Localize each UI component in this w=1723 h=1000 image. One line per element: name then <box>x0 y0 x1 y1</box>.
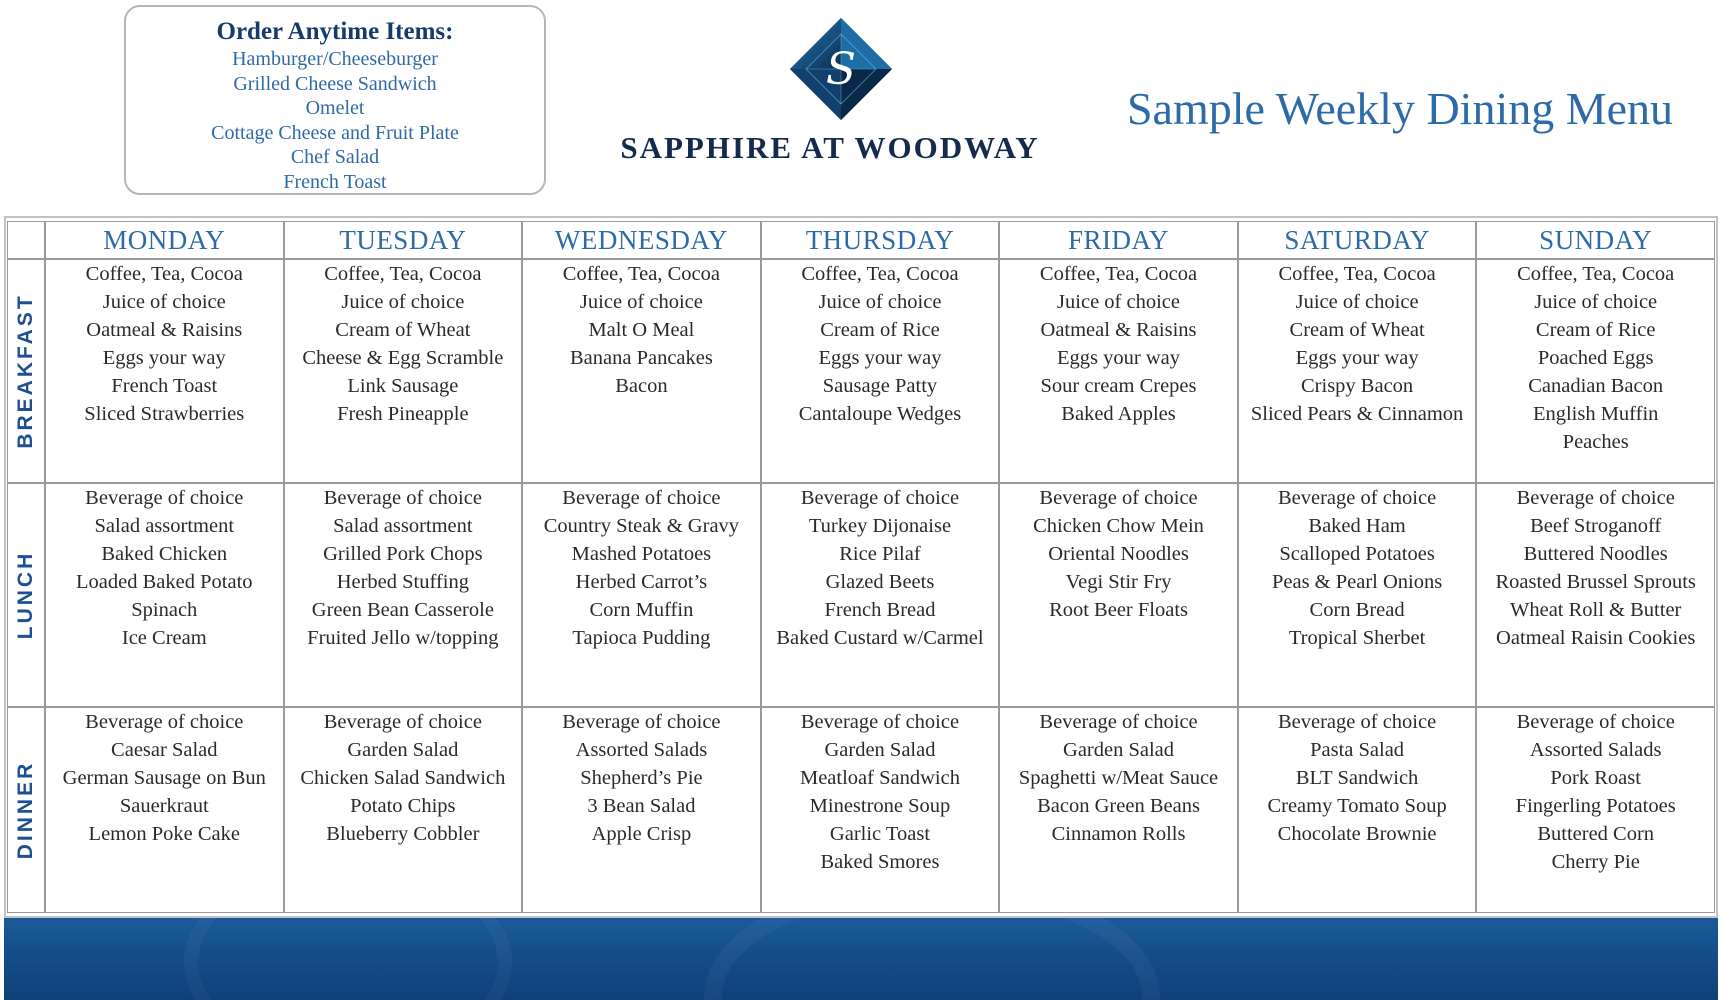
order-anytime-title: Order Anytime Items: <box>216 18 454 45</box>
menu-item: Banana Pancakes <box>569 347 713 369</box>
menu-item: English Muffin <box>1532 403 1659 425</box>
order-anytime-box <box>124 5 546 195</box>
menu-item: Bacon <box>615 375 668 397</box>
menu-item: Chicken Salad Sandwich <box>300 767 506 789</box>
menu-item: Beverage of choice <box>1277 487 1437 509</box>
menu-item: Buttered Corn <box>1537 823 1655 845</box>
menu-item: Beverage of choice <box>800 711 960 733</box>
menu-item: Garden Salad <box>1063 739 1175 761</box>
menu-item: Beverage of choice <box>1039 487 1198 509</box>
menu-item: Oatmeal & Raisins <box>1040 319 1197 341</box>
menu-item: Chocolate Brownie <box>1277 823 1437 845</box>
day-header: MONDAY <box>45 221 284 259</box>
menu-item: Cheese & Egg Scramble <box>302 347 504 369</box>
menu-item: French Bread <box>824 599 936 621</box>
menu-item: Herbed Carrot’s <box>575 571 708 593</box>
menu-item: Corn Bread <box>1309 599 1405 621</box>
menu-item: Salad assortment <box>94 515 235 537</box>
menu-cell <box>761 707 1000 913</box>
menu-item: Garden Salad <box>347 739 459 761</box>
meal-label: LUNCH <box>14 550 37 640</box>
menu-item: Sauerkraut <box>119 795 209 817</box>
menu-item: Turkey Dijonaise <box>808 515 952 537</box>
menu-item: Grilled Pork Chops <box>323 543 483 565</box>
menu-item: Baked Apples <box>1061 403 1176 425</box>
menu-item: Beverage of choice <box>1039 711 1198 733</box>
menu-item: Baked Ham <box>1308 515 1406 537</box>
menu-item: Cream of Wheat <box>1289 319 1425 341</box>
order-anytime-item: Chef Salad <box>290 146 380 168</box>
menu-item: Coffee, Tea, Cocoa <box>801 263 959 285</box>
menu-cell <box>522 707 761 913</box>
menu-cell <box>1476 707 1715 913</box>
menu-item: Peaches <box>1562 431 1629 453</box>
menu-item: Cream of Wheat <box>335 319 471 341</box>
menu-cell <box>522 259 761 483</box>
menu-cell <box>1238 259 1477 483</box>
menu-item: Juice of choice <box>1057 291 1180 313</box>
menu-item: Juice of choice <box>818 291 942 313</box>
menu-item: Pork Roast <box>1550 767 1641 789</box>
order-anytime-item: Cottage Cheese and Fruit Plate <box>211 121 459 144</box>
table-corner <box>7 221 45 259</box>
day-header: THURSDAY <box>761 221 1000 259</box>
menu-item: Cream of Rice <box>1535 319 1656 341</box>
menu-item: Creamy Tomato Soup <box>1267 795 1447 817</box>
menu-item: Pasta Salad <box>1310 739 1405 761</box>
menu-item: Cream of Rice <box>820 319 940 341</box>
day-header: WEDNESDAY <box>522 221 761 259</box>
diamond-gem-icon <box>788 16 894 122</box>
logo-letter: S <box>825 44 857 95</box>
menu-cell <box>1238 707 1477 913</box>
order-anytime-list <box>126 47 544 194</box>
page-title: Sample Weekly Dining Menu <box>1126 83 1674 134</box>
menu-item: Sour cream Crepes <box>1040 375 1197 397</box>
menu-item: Beverage of choice <box>85 487 244 509</box>
menu-item: Assorted Salads <box>1529 739 1662 761</box>
menu-item: Beverage of choice <box>323 487 482 509</box>
order-anytime-item: Omelet <box>305 97 365 119</box>
menu-item: Tapioca Pudding <box>572 627 711 649</box>
menu-item: Loaded Baked Potato <box>76 571 253 593</box>
menu-cell <box>45 259 284 483</box>
menu-item: Crispy Bacon <box>1301 375 1414 397</box>
menu-item: Malt O Meal <box>588 319 695 341</box>
menu-item: Country Steak & Gravy <box>543 515 740 537</box>
meal-label-cell <box>7 259 45 483</box>
menu-cell <box>761 483 1000 707</box>
menu-cell <box>999 259 1238 483</box>
meal-row <box>7 483 1715 707</box>
menu-item: Cantaloupe Wedges <box>798 403 962 425</box>
menu-item: Coffee, Tea, Cocoa <box>1278 263 1436 285</box>
menu-item: Caesar Salad <box>111 739 218 761</box>
menu-item: Eggs your way <box>102 347 226 369</box>
day-header: SATURDAY <box>1238 221 1477 259</box>
menu-item: Baked Smores <box>820 851 940 873</box>
menu-item: Sliced Pears & Cinnamon <box>1250 403 1464 425</box>
menu-item: Buttered Noodles <box>1523 543 1668 565</box>
menu-item: Sausage Patty <box>822 375 938 397</box>
menu-item: Coffee, Tea, Cocoa <box>85 263 243 285</box>
menu-item: Coffee, Tea, Cocoa <box>1039 263 1198 285</box>
menu-item: Juice of choice <box>341 291 465 313</box>
menu-item: Sliced Strawberries <box>84 403 245 425</box>
menu-item: Coffee, Tea, Cocoa <box>1517 263 1675 285</box>
menu-item: Peas & Pearl Onions <box>1271 571 1443 593</box>
meal-label: DINNER <box>14 760 37 860</box>
menu-item: Oriental Noodles <box>1048 543 1189 565</box>
day-header: SUNDAY <box>1476 221 1715 259</box>
menu-item: Rice Pilaf <box>839 543 921 565</box>
menu-cell <box>999 483 1238 707</box>
menu-item: Corn Muffin <box>589 599 694 621</box>
menu-cell <box>284 259 523 483</box>
meal-label-cell <box>7 707 45 913</box>
menu-item: Canadian Bacon <box>1528 375 1664 397</box>
menu-item: Minestrone Soup <box>809 795 951 817</box>
menu-item: Meatloaf Sandwich <box>799 767 960 789</box>
menu-cell <box>284 483 523 707</box>
order-anytime-item: Grilled Cheese Sandwich <box>233 72 437 95</box>
menu-item: BLT Sandwich <box>1295 767 1419 789</box>
menu-item: Fresh Pineapple <box>337 403 469 425</box>
menu-item: Beverage of choice <box>562 711 721 733</box>
menu-cell <box>284 707 523 913</box>
meal-label-cell <box>7 483 45 707</box>
brand-name: SAPPHIRE AT WOODWAY <box>620 130 1040 165</box>
menu-item: Spinach <box>131 599 198 621</box>
menu-item: 3 Bean Salad <box>587 795 696 817</box>
menu-item: Beverage of choice <box>1516 487 1675 509</box>
menu-item: Roasted Brussel Sprouts <box>1495 571 1696 593</box>
menu-item: Mashed Potatoes <box>571 543 712 565</box>
menu-item: Tropical Sherbet <box>1288 627 1426 649</box>
menu-item: Poached Eggs <box>1537 347 1654 369</box>
menu-item: Juice of choice <box>579 291 703 313</box>
menu-item: Herbed Stuffing <box>336 571 469 593</box>
menu-item: Coffee, Tea, Cocoa <box>324 263 482 285</box>
meal-label: BREAKFAST <box>14 293 37 449</box>
menu-item: Beverage of choice <box>562 487 721 509</box>
menu-item: Coffee, Tea, Cocoa <box>562 263 720 285</box>
menu-cell <box>999 707 1238 913</box>
menu-item: Beverage of choice <box>85 711 244 733</box>
menu-item: Bacon Green Beans <box>1037 795 1200 817</box>
menu-item: Potato Chips <box>350 795 456 817</box>
menu-item: Assorted Salads <box>575 739 708 761</box>
menu-item: Apple Crisp <box>591 823 692 845</box>
menu-item: Vegi Stir Fry <box>1065 571 1172 593</box>
menu-item: Eggs your way <box>1057 347 1181 369</box>
menu-cell <box>761 259 1000 483</box>
menu-item: Cherry Pie <box>1551 851 1640 873</box>
menu-item: Beverage of choice <box>1516 711 1675 733</box>
menu-cell <box>1476 259 1715 483</box>
menu-item: Shepherd’s Pie <box>580 767 703 789</box>
footer-band <box>4 918 1718 1000</box>
menu-item: Fruited Jello w/topping <box>307 627 499 649</box>
menu-item: Juice of choice <box>1534 291 1658 313</box>
menu-item: Beverage of choice <box>800 487 960 509</box>
menu-item: Garden Salad <box>824 739 936 761</box>
menu-item: Green Bean Casserole <box>311 599 494 621</box>
menu-item: Juice of choice <box>102 291 226 313</box>
menu-cell <box>45 483 284 707</box>
menu-item: Scalloped Potatoes <box>1279 543 1435 565</box>
menu-cell <box>1476 483 1715 707</box>
menu-cell <box>45 707 284 913</box>
menu-item: Cinnamon Rolls <box>1051 823 1186 845</box>
weekly-menu-table <box>7 221 1715 913</box>
day-header: FRIDAY <box>999 221 1238 259</box>
menu-item: Oatmeal Raisin Cookies <box>1496 627 1696 649</box>
menu-item: Glazed Beets <box>825 571 935 593</box>
menu-item: Oatmeal & Raisins <box>86 319 243 341</box>
menu-item: Fingerling Potatoes <box>1515 795 1676 817</box>
menu-item: German Sausage on Bun <box>62 767 266 789</box>
menu-cell <box>522 483 761 707</box>
order-anytime-item: Hamburger/Cheeseburger <box>232 48 438 70</box>
menu-item: Lemon Poke Cake <box>88 823 240 845</box>
menu-item: Root Beer Floats <box>1049 599 1188 621</box>
menu-item: Beverage of choice <box>323 711 482 733</box>
menu-item: Wheat Roll & Butter <box>1510 599 1682 621</box>
menu-item: Baked Chicken <box>101 543 228 565</box>
menu-item: French Toast <box>111 375 218 397</box>
menu-item: Chicken Chow Mein <box>1033 515 1204 537</box>
meal-row <box>7 707 1715 913</box>
menu-item: Beverage of choice <box>1277 711 1437 733</box>
menu-item: Link Sausage <box>347 375 459 397</box>
day-header-row <box>7 221 1715 259</box>
menu-item: Garlic Toast <box>829 823 931 845</box>
menu-item: Juice of choice <box>1295 291 1419 313</box>
order-anytime-item: French Toast <box>283 170 387 193</box>
menu-item: Spaghetti w/Meat Sauce <box>1018 767 1219 789</box>
menu-item: Beef Stroganoff <box>1530 515 1662 537</box>
menu-item: Salad assortment <box>333 515 473 537</box>
menu-item: Eggs your way <box>1295 347 1419 369</box>
menu-cell <box>1238 483 1477 707</box>
menu-item: Eggs your way <box>818 347 942 369</box>
menu-item: Blueberry Cobbler <box>326 823 480 845</box>
meal-row <box>7 259 1715 483</box>
day-header: TUESDAY <box>284 221 523 259</box>
menu-item: Ice Cream <box>121 627 207 649</box>
menu-item: Baked Custard w/Carmel <box>776 627 984 649</box>
